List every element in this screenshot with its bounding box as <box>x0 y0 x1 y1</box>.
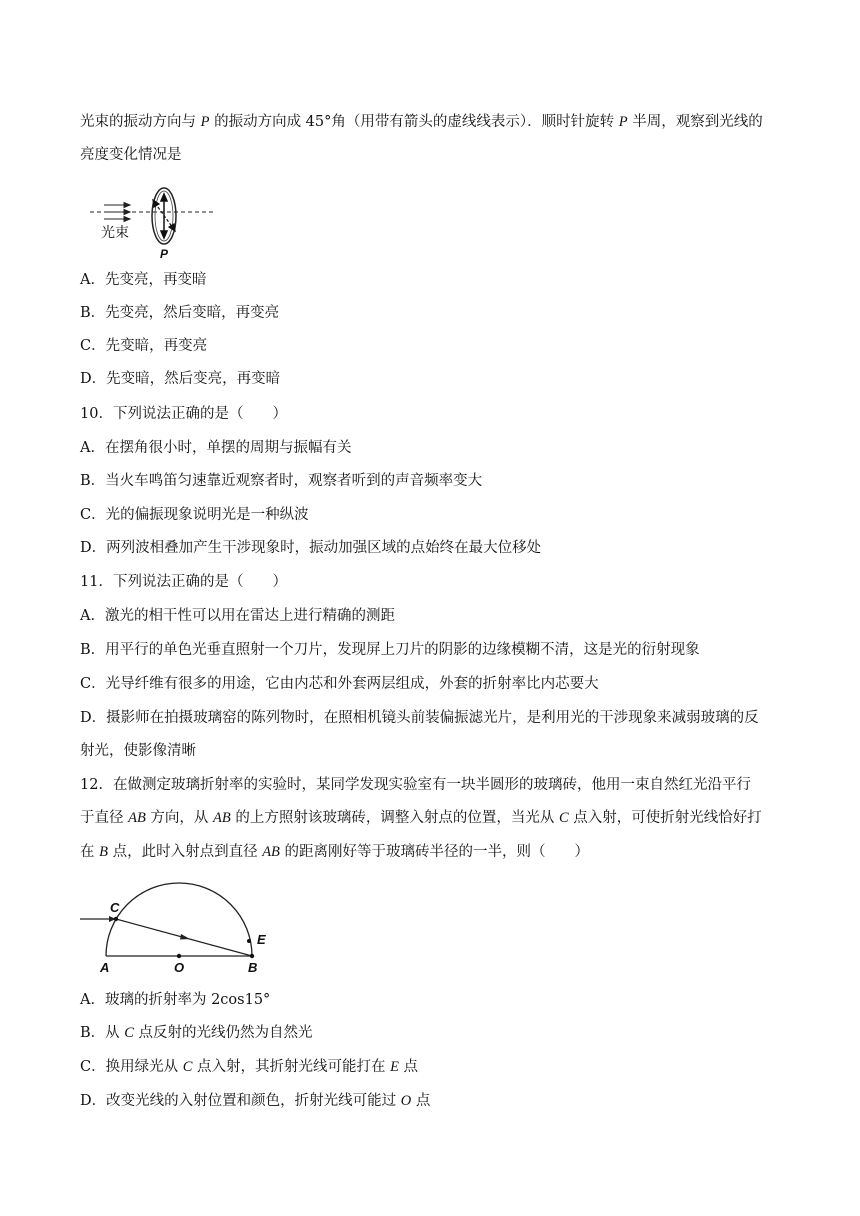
variable-c: C <box>182 1059 193 1075</box>
text-run: D．改变光线的入射位置和颜色，折射光线可能过 <box>80 1093 401 1109</box>
beam-label: 光束 <box>101 224 129 240</box>
q11-option-c: C．光导纤维有很多的用途，它由内芯和外套两层组成，外套的折射率比内芯要大 <box>80 676 599 692</box>
polarizer-label: P <box>160 247 169 260</box>
q12-stem-line2 <box>80 808 780 828</box>
point-b <box>250 954 254 958</box>
q12-option-d <box>80 1091 780 1111</box>
q10-option-b: B．当火车鸣笛匀速靠近观察者时，观察者听到的声音频率变大 <box>80 473 483 489</box>
q9-option-b: B．先变亮，然后变暗，再变亮 <box>80 305 280 321</box>
text-run: 点，此时入射点到直径 <box>107 844 263 860</box>
text-run: 点反射的光线仍然为自然光 <box>133 1025 313 1041</box>
text-run: 方向，从 <box>145 810 214 826</box>
label-a: A <box>100 960 110 975</box>
text-run: 半周，观察到光线的 <box>627 114 763 130</box>
q9-stem-line1 <box>80 112 780 132</box>
q10-stem: 10．下列说法正确的是（ ） <box>80 406 287 422</box>
text-run: 的振动方向成 45°角（用带有箭头的虚线线表示）．顺时针旋转 <box>209 114 619 130</box>
q10-option-d: D．两列波相叠加产生干涉现象时，振动加强区域的点始终在最大位移处 <box>80 540 542 556</box>
refracted-arrowhead <box>180 934 190 940</box>
q9-stem-line2: 亮度变化情况是 <box>80 147 182 163</box>
text-run: C．换用绿光从 <box>80 1059 183 1075</box>
label-o: O <box>174 960 185 975</box>
point-c <box>114 917 118 921</box>
semicircle-figure <box>78 874 278 976</box>
text-run: 于直径 <box>80 810 129 826</box>
text-run: 在 <box>80 844 100 860</box>
q12-stem-line3 <box>80 842 780 862</box>
text-run: 的上方照射该玻璃砖，调整入射点的位置，当光从 <box>230 810 559 826</box>
text-run: 点入射，其折射光线可能打在 <box>192 1059 391 1075</box>
text-run: 点 <box>398 1059 419 1075</box>
q11-option-b: B．用平行的单色光垂直照射一个刀片，发现屏上刀片的阴影的边缘模糊不清，这是光的衍射现象 <box>80 642 700 658</box>
label-c: C <box>110 900 120 915</box>
variable-ab: AB <box>262 844 280 860</box>
text-run: 光束的振动方向与 <box>80 114 201 130</box>
text-run: 的距离刚好等于玻璃砖半径的一半，则（ ） <box>279 844 590 860</box>
semicircle-arc <box>106 883 252 956</box>
q9-option-c: C．先变暗，再变亮 <box>80 338 208 354</box>
q12-stem-line1: 12．在做测定玻璃折射率的实验时，某同学发现实验室有一块半圆形的玻璃砖，他用一束自然红光沿平行 <box>80 777 751 793</box>
q12-option-a: A．玻璃的折射率为 2cos15° <box>80 992 271 1008</box>
variable-c: C <box>124 1025 134 1041</box>
point-o <box>177 954 181 958</box>
q11-option-d: D．摄影师在拍摄玻璃窑的陈列物时，在照相机镜头前装偏振滤光片，是利用光的干涉现象来减弱玻璃的反 <box>80 710 759 726</box>
q9-option-d: D．先变暗，然后变亮，再变暗 <box>80 371 281 387</box>
label-e: E <box>257 932 266 947</box>
variable-o: O <box>400 1093 412 1109</box>
q10-option-a: A．在摆角很小时，单摆的周期与振幅有关 <box>80 440 352 456</box>
polarizer-figure <box>88 186 218 260</box>
light-beam-arrows <box>104 203 130 222</box>
q11-stem: 11．下列说法正确的是（ ） <box>80 574 287 590</box>
label-b: B <box>248 960 258 975</box>
variable-b: B <box>99 844 108 860</box>
variable-c: C <box>558 810 569 826</box>
q10-option-c: C．光的偏振现象说明光是一种纵波 <box>80 507 309 523</box>
variable-e: E <box>390 1059 399 1075</box>
text-run: 点入射，可使折射光线恰好打 <box>568 810 762 826</box>
q11-option-d-cont: 射光，使影像清晰 <box>80 743 196 759</box>
q11-option-a: A．激光的相干性可以用在雷达上进行精确的测距 <box>80 608 395 624</box>
text-run: B．从 <box>80 1025 125 1041</box>
variable-ab: AB <box>213 810 231 826</box>
variable-p: P <box>200 114 210 130</box>
q12-option-c <box>80 1057 780 1077</box>
variable-p: P <box>618 114 628 130</box>
point-e <box>247 939 251 943</box>
variable-ab: AB <box>128 810 146 826</box>
q9-option-a: A．先变亮，再变暗 <box>80 272 207 288</box>
text-run: 点 <box>411 1093 431 1109</box>
q12-option-b <box>80 1023 780 1043</box>
